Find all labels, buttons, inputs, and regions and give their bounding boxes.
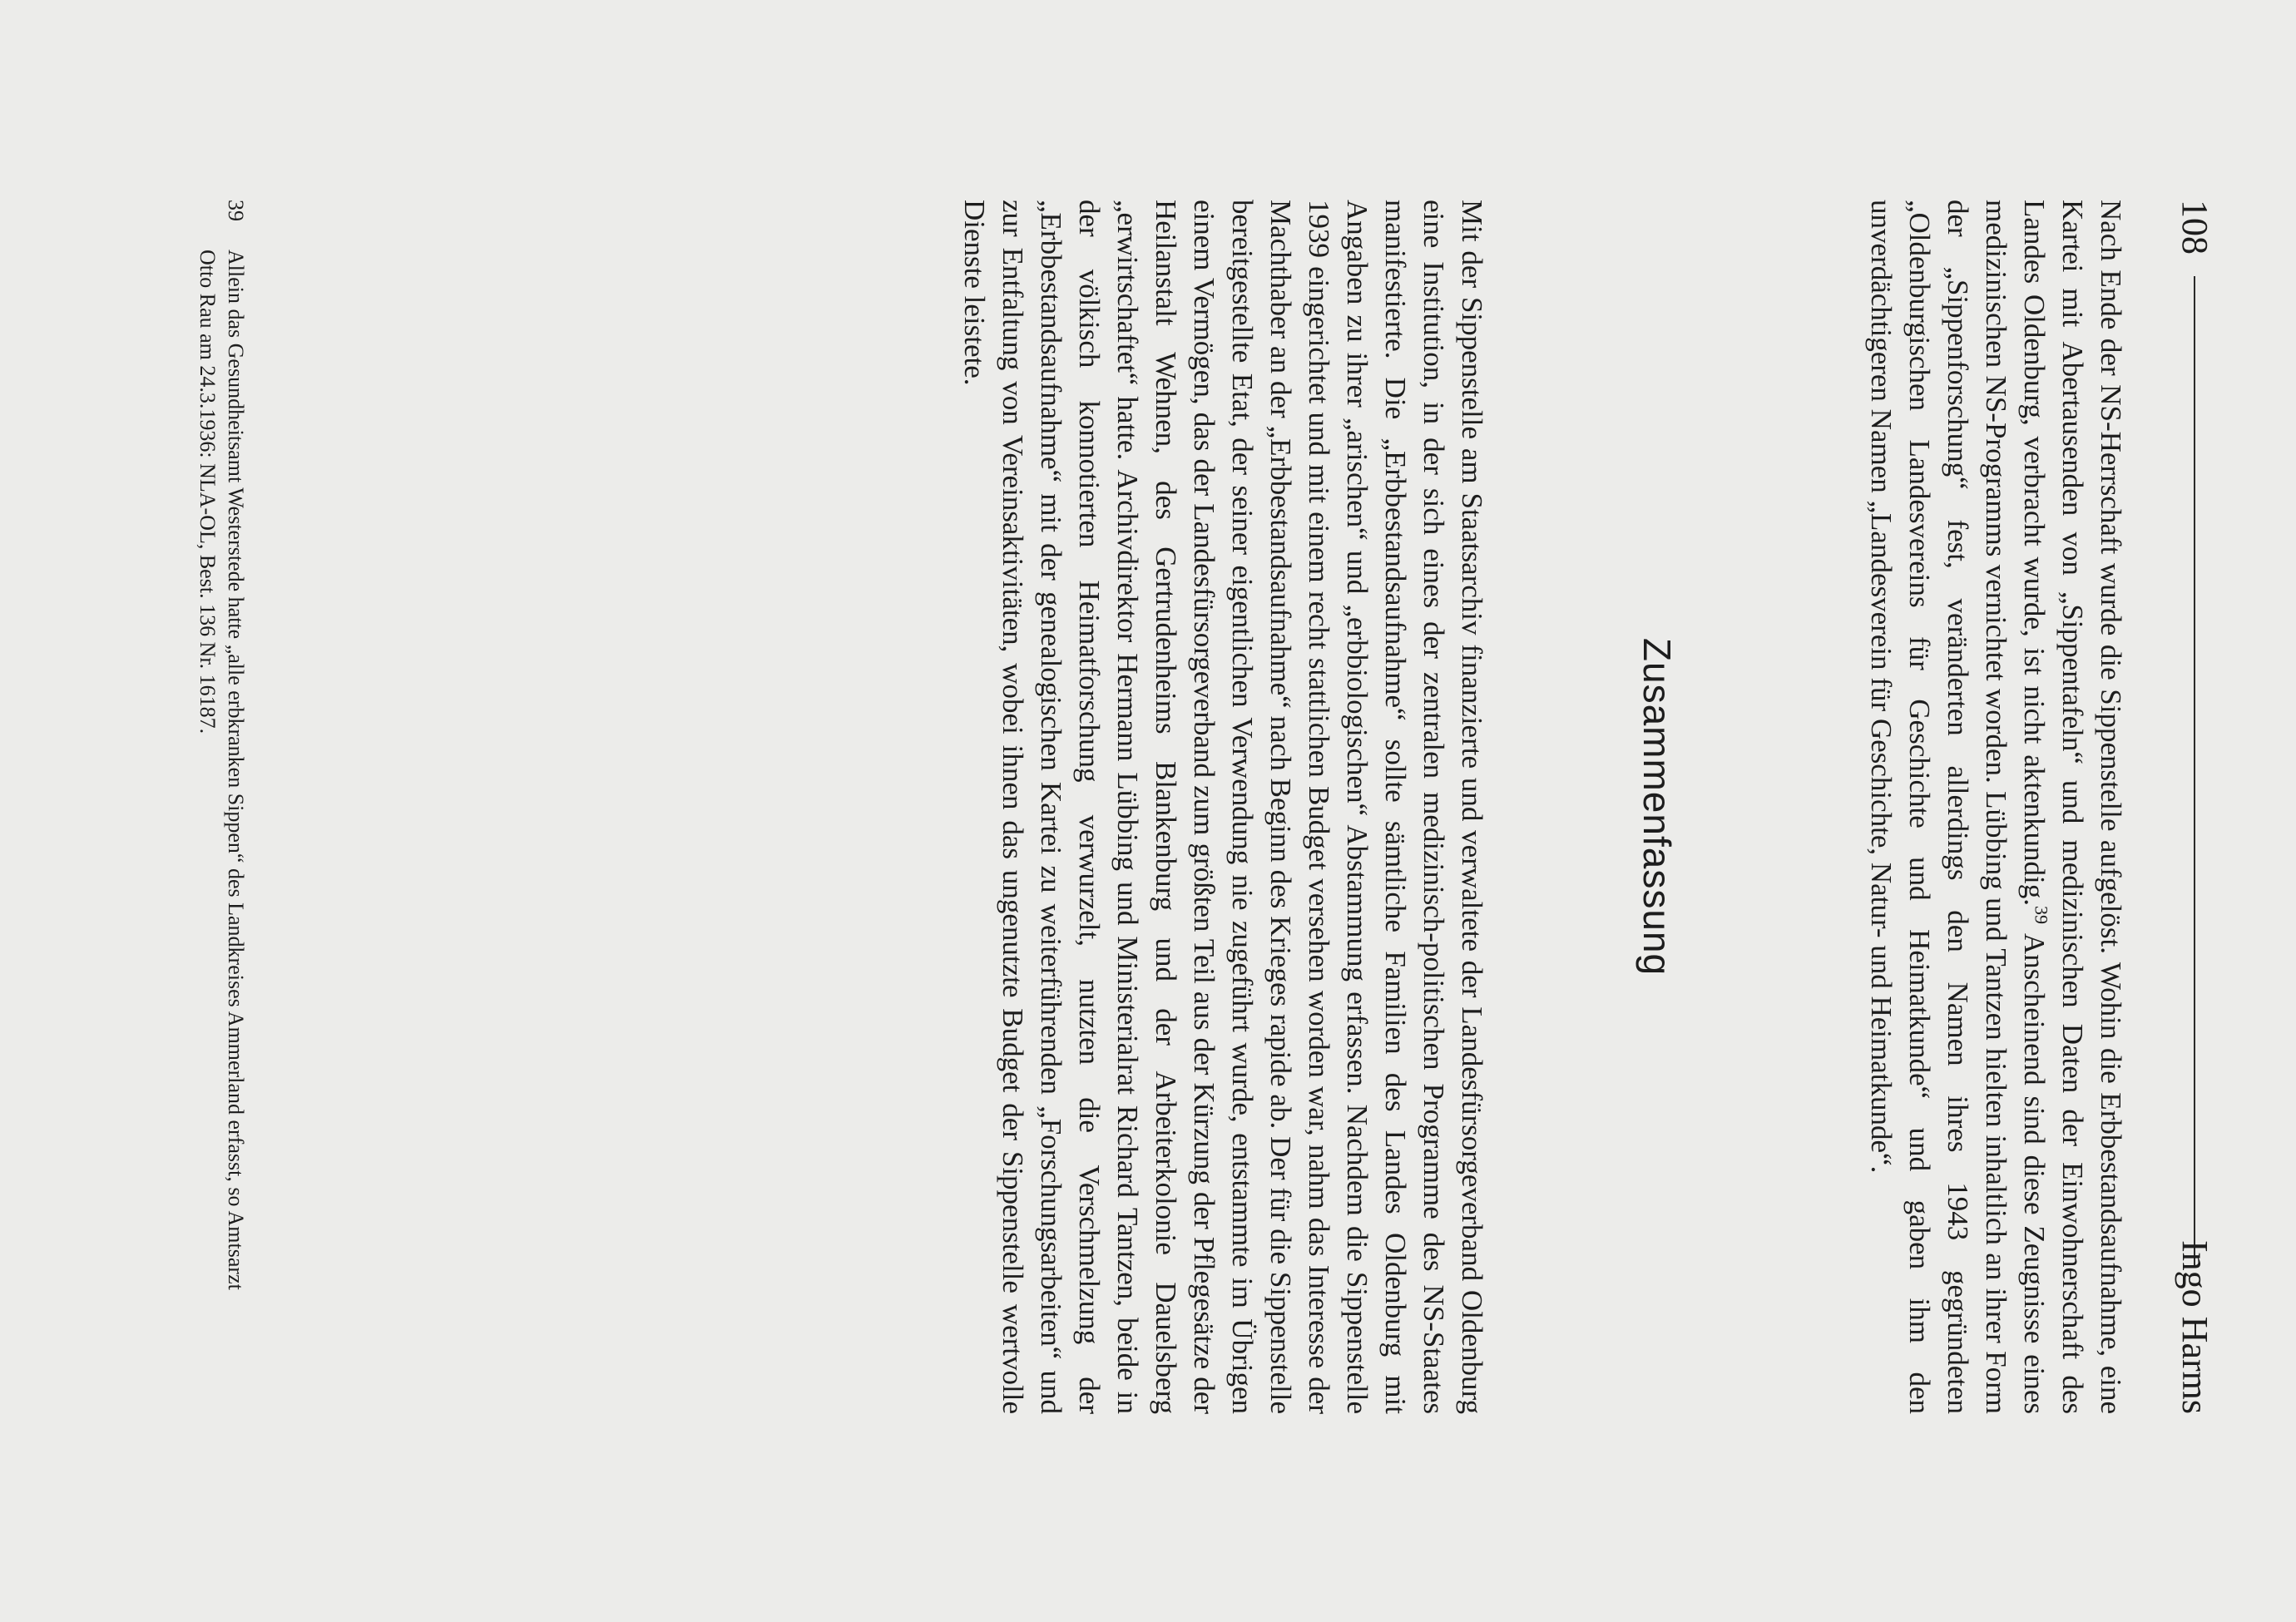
footnote-39 [193,200,250,1414]
paragraph-text: Nach Ende der NS-Herrschaft wurde die Sippenstelle aufgelöst. Wohin die Erbbestandsaufnahme, eine Kartei mit Abertausenden von „Sippentafeln“ und medizinischen Daten der Einwohnerschaft des Landes Oldenburg, verbracht wurde, ist nicht aktenkundig. [2018,200,2127,1414]
page-number: 108 [2175,200,2215,255]
footnote-text: Allein das Gesundheitsamt Westerstede hatte „alle erbkranken Sippen“ des Landkreises Ammerland erfasst, so Amtsarzt Otto Rau am 24.3.1936: NLA-OL, Best. 136 Nr. 16187. [195,250,248,1290]
footnote-number: 39 [224,200,248,221]
header-rule [2194,276,2195,1268]
running-header-author: Ingo Harms [2175,1240,2215,1414]
section-heading: Zusammenfassung [1635,637,1679,977]
paragraph-text: Anscheinend sind diese Zeugnisse eines medizinischen NS-Programms vernichtet worden. Lübbing und Tantzen hielten inhaltlich an ihrer Form der „Sippenforschung“ fest, veränderten allerdings den Namen ihres 1943 gegründeten „Oldenburgischen Landesvereins für Geschichte und Heimatkunde“ und gaben ihm den unverdächtigeren Namen „Landesverein für Geschichte, Natur- und Heimatkunde“. [1865,200,2051,1414]
body-paragraph-2: Mit der Sippenstelle am Staatsarchiv finanzierte und verwaltete der Landesfürsorgeverband Oldenburg eine Institution, in der sich eines der zentralen medizinisch-politischen Programme des NS-Staates manifestierte. Die „Erbbestandsaufnahme“ sollte sämtliche Familien des Landes Oldenburg mit Angaben zu ihrer „arischen“ und „erbbiologischen“ Abstammung erfassen. Nachdem die Sippenstelle 1939 eingerichtet und mit einem recht stattlichen Budget versehen worden war, nahm das Interesse der Machthaber an der „Erbbestandsaufnahme“ nach Beginn des Krieges rapide ab. Der für die Sippenstelle bereitgestellte Etat, der seiner eigentlichen Verwendung nie zugeführt wurde, entstammte im Übrigen einem Vermögen, das der Landesfürsorgeverband zum größten Teil aus der Kürzung der Pflegesätze der Heilanstalt Wehnen, des Gertrudenheims Blankenburg und der Arbeiterkolonie Dauelsberg „erwirtschaftet“ hatte. Archivdirektor Hermann Lübbing und Ministerialrat Richard Tantzen, beide in der völkisch konnotierten Heimatforschung verwurzelt, nutzten die Verschmelzung der „Erbbestandsaufnahme“ mit der genealogischen Kartei zu weiterführenden „Forschungsarbeiten“ und zur Entfaltung von Vereinsaktivitäten, wobei ihnen das ungenutzte Budget der Sippenstelle wertvolle Dienste leistete. [958,200,1488,1414]
running-header [2170,200,2219,1414]
body-paragraph-1 [1862,200,2130,1414]
footnote-reference: 39 [2031,906,2052,924]
